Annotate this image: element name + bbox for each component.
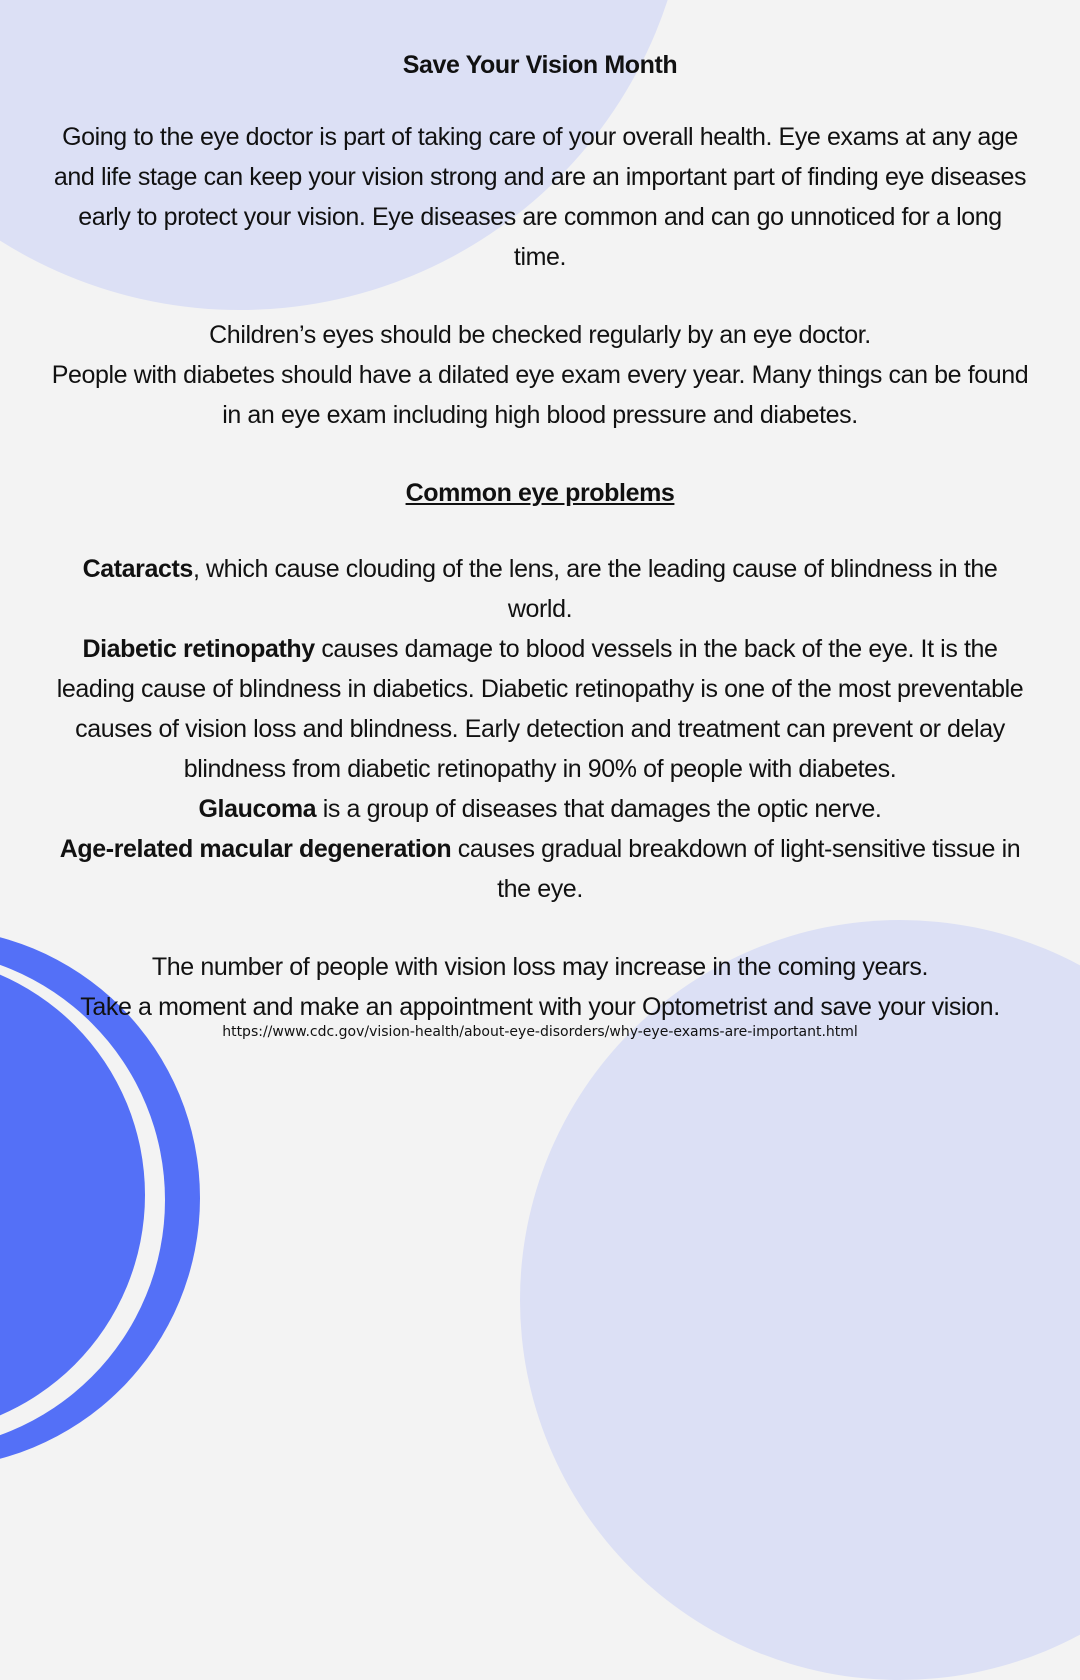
problem-term: Cataracts bbox=[82, 555, 193, 583]
problem-item-diabetic-retinopathy bbox=[50, 629, 1030, 789]
diabetes-line: People with diabetes should have a dilated eye exam every year. Many things can be found in an eye exam including high blood pressure and diabetes. bbox=[51, 361, 1029, 429]
section-heading: Common eye problems bbox=[405, 479, 675, 507]
problem-item-macular-degeneration bbox=[50, 829, 1030, 909]
problem-term: Diabetic retinopathy bbox=[82, 635, 315, 663]
page-title: Save Your Vision Month bbox=[402, 51, 678, 79]
problem-description: , which cause clouding of the lens, are the leading cause of blindness in the world. bbox=[192, 555, 998, 623]
closing-line-2: Take a moment and make an appointment with your Optometrist and save your vision. bbox=[80, 993, 1000, 1021]
problem-item-glaucoma bbox=[50, 789, 1030, 829]
problem-term: Glaucoma bbox=[198, 795, 317, 823]
problem-description: is a group of diseases that damages the optic nerve. bbox=[316, 795, 882, 823]
problem-item-cataracts bbox=[50, 549, 1030, 629]
problem-description: causes gradual breakdown of light-sensitive tissue in the eye. bbox=[451, 835, 1021, 903]
problem-term: Age-related macular degeneration bbox=[59, 835, 452, 863]
closing-line-1: The number of people with vision loss may increase in the coming years. bbox=[151, 953, 929, 981]
children-line: Children’s eyes should be checked regularly by an eye doctor. bbox=[209, 321, 871, 349]
spacer bbox=[50, 277, 1030, 315]
spacer bbox=[50, 435, 1030, 473]
eye-problems-list bbox=[50, 549, 1030, 909]
poster-content bbox=[50, 45, 1030, 1027]
source-url: https://www.cdc.gov/vision-health/about-eye-disorders/why-eye-exams-are-important.html bbox=[222, 1024, 858, 1040]
problem-description: causes damage to blood vessels in the back of the eye. It is the leading cause of blindness in diabetics. Diabetic retinopathy is one of the most preventable causes of vision loss and blindness. Early detection and treatment can prevent or delay blindness from diabetic retinopathy in 90% of people with diabetes. bbox=[56, 635, 1024, 783]
spacer bbox=[50, 909, 1030, 947]
intro-paragraph: Going to the eye doctor is part of taking care of your overall health. Eye exams at any age and life stage can keep your vision strong and are an important part of finding eye diseases early to protect your vision. Eye diseases are common and can go unnoticed for a long time. bbox=[53, 123, 1027, 271]
